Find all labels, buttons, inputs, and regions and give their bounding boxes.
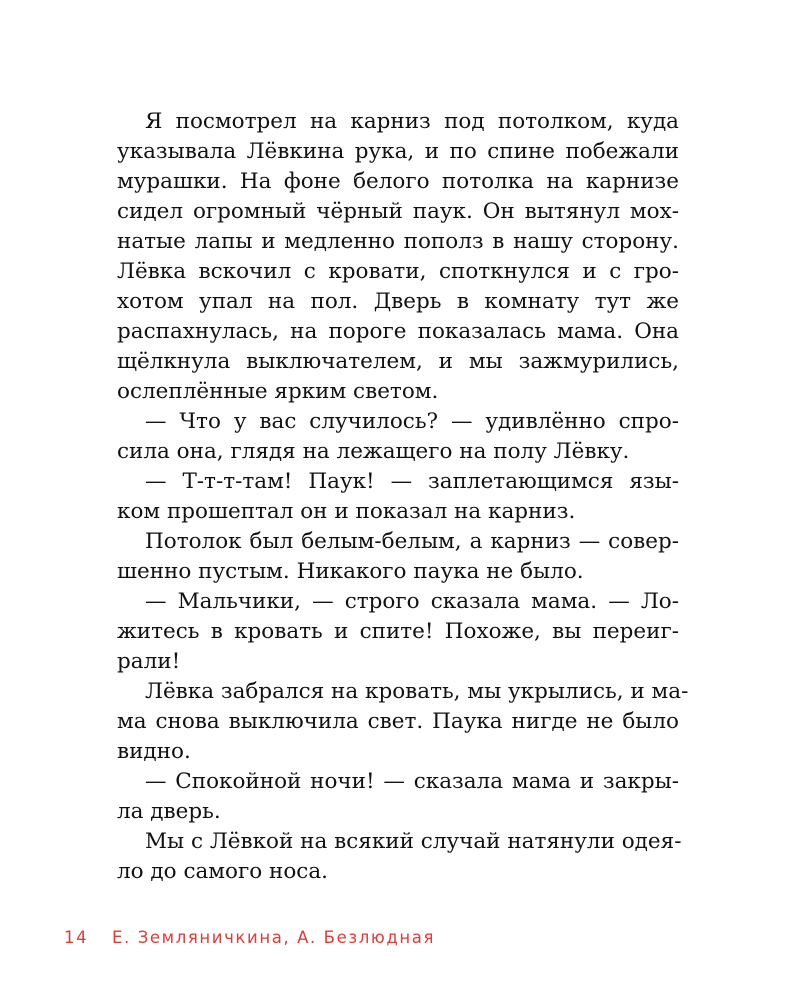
text-line: сидел огромный чёрный паук. Он вытянул мох- [117, 199, 679, 224]
text-line: Лёвка забрался на кровать, мы укрылись, и ма- [145, 679, 689, 704]
text-line: Я посмотрел на карниз под потолком, куда [145, 109, 679, 134]
text-line: рали! [117, 649, 181, 674]
text-line: — Спокойной ночи! — сказала мама и закры- [145, 769, 679, 794]
page-number: 14 [64, 928, 89, 947]
text-line: шенно пустым. Никакого паука не было. [117, 559, 584, 584]
text-line: — Т-т-т-там! Паук! — заплетающимся язы- [145, 469, 679, 494]
text-line: ло до самого носа. [117, 859, 328, 884]
text-line: Лёвка вскочил с кровати, споткнулся и с гро- [117, 259, 679, 284]
text-line: ла дверь. [117, 799, 221, 824]
text-line: видно. [117, 739, 191, 764]
text-line: житесь в кровать и спите! Похоже, вы переиг- [117, 619, 679, 644]
text-line: Потолок был белым-белым, а карниз — совер- [145, 529, 679, 554]
text-line: — Мальчики, — строго сказала мама. — Ло- [145, 589, 679, 614]
page-footer [64, 927, 435, 949]
book-authors: Е. Земляничкина, А. Безлюдная [112, 928, 435, 947]
text-line: — Что у вас случилось? — удивлённо спро- [145, 409, 679, 434]
text-line: щёлкнула выключателем, и мы зажмурились, [117, 349, 679, 374]
text-line: указывала Лёвкина рука, и по спине побежали [117, 139, 679, 164]
text-line: сила она, глядя на лежащего на полу Лёвку. [117, 439, 630, 464]
text-line: ма снова выключила свет. Паука нигде не было [117, 709, 679, 734]
text-line: Мы с Лёвкой на всякий случай натянули одея- [145, 829, 682, 854]
text-line: натые лапы и медленно пополз в нашу сторону. [117, 229, 679, 254]
text-line: мурашки. На фоне белого потолка на карнизе [117, 169, 679, 194]
text-line: ком прошептал он и показал на карниз. [117, 499, 576, 524]
text-line: распахнулась, на пороге показалась мама. Она [117, 319, 679, 344]
story-text [117, 107, 689, 887]
text-line: хотом упал на пол. Дверь в комнату тут же [117, 289, 679, 314]
text-line: ослеплённые ярким светом. [117, 379, 439, 404]
